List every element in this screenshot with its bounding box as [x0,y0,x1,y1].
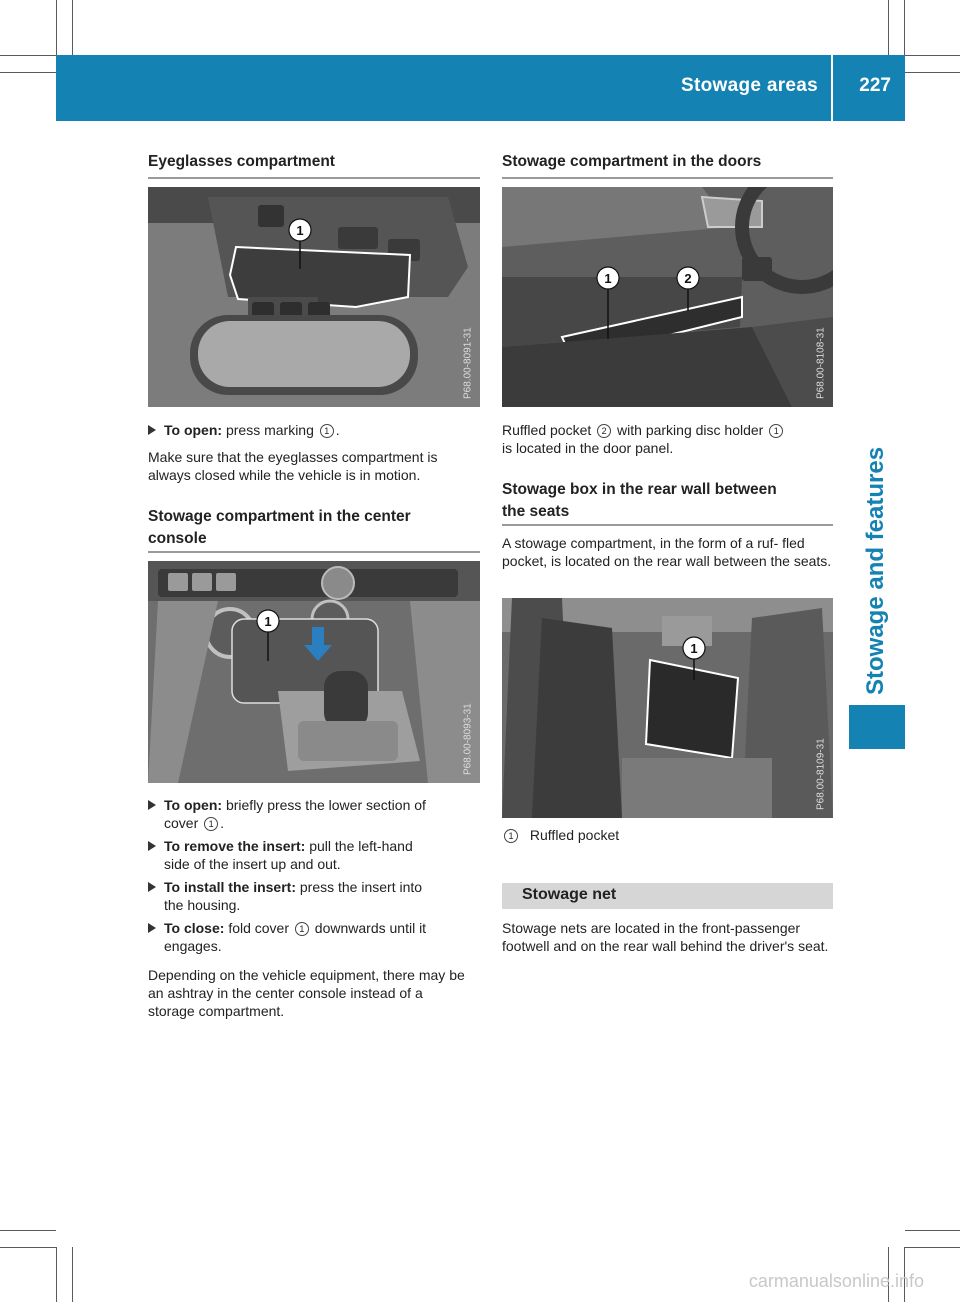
marker-1: 1 [769,424,783,438]
figure-doors [502,187,833,407]
step-open-console [148,796,494,832]
crop-mark [0,1230,56,1231]
crop-mark [56,1247,57,1302]
figure-code: P68.00-8091-31 [463,327,474,399]
crop-mark [0,1247,56,1248]
crop-mark [905,1230,960,1231]
callout-2-label: 2 [684,271,692,286]
para-doors [502,421,833,457]
para-stowage-net: Stowage nets are located in the front-passenger footwell and on the rear wall behind the driver's seat. [502,920,829,954]
figure-code: P68.00-8109-31 [816,738,827,810]
heading-center-console [148,506,411,550]
para-text: Ruffled pocket [502,422,592,438]
crop-mark [0,55,56,56]
step-text: engages. [164,938,222,954]
para-rear-wall: A stowage compartment, in the form of a ruf- fled pocket, is located on the rear wall between the seats. [502,535,832,569]
crop-mark [56,0,57,55]
step-text: cover [164,815,199,831]
legend-text: Ruffled pocket [529,827,620,843]
heading-eyeglasses: Eyeglasses compartment [148,153,335,170]
step-tail: . [220,815,225,831]
step-label: To open: [164,422,223,438]
section-tab [846,130,906,695]
header-divider [831,55,833,121]
step-text: fold cover [228,920,290,936]
step-text: press marking [225,422,314,438]
step-label: To install the insert: [164,879,296,895]
para-ashtray: Depending on the vehicle equipment, there may be an ashtray in the center console instead of a storage compartment. [148,967,465,1019]
heading-doors: Stowage compartment in the doors [502,153,762,170]
callout-1-label: 1 [296,223,304,238]
step-text: press the insert into [299,879,423,895]
heading-rule [148,177,480,179]
step-tail: . [335,422,340,438]
step-text: downwards until it [314,920,427,936]
step-close-console [148,919,494,955]
callout-1-label: 1 [264,614,272,629]
subsection-title: Stowage net [522,886,617,903]
step-arrow-icon [148,425,156,435]
step-text: pull the left-hand [309,838,413,854]
para-eyeglasses: Make sure that the eyeglasses compartment is always closed while the vehicle is in motion. [148,449,438,483]
callout-1-label: 1 [604,271,612,286]
legend-ruffled-pocket [502,826,833,844]
step-open-eyeglasses [148,421,494,439]
subsection-bar-stowage-net [502,883,833,909]
callout-1-label: 1 [690,641,698,656]
step-remove-insert [148,837,494,873]
heading-line: Stowage compartment in the center [148,508,411,525]
section-tab-label: Stowage and features [862,446,889,695]
figure-center-console [148,561,480,783]
heading-rule [148,551,480,553]
header-title: Stowage areas [681,75,818,96]
marker-2: 2 [597,424,611,438]
heading-line: console [148,530,207,547]
step-text: briefly press the lower section of [225,797,426,813]
heading-line: the seats [502,503,570,520]
figure-rear-wall [502,598,833,818]
figure-code: P68.00-8093-31 [463,703,474,775]
step-label: To open: [164,797,223,813]
marker-1: 1 [320,424,334,438]
step-label: To remove the insert: [164,838,306,854]
para-text: is located in the door panel. [502,440,674,456]
heading-rule [502,524,833,526]
crop-mark [904,0,905,55]
crop-mark [72,0,73,55]
heading-line: Stowage box in the rear wall between [502,481,777,498]
crop-mark [0,72,56,73]
marker-1: 1 [504,829,518,843]
crop-mark [905,72,960,73]
step-arrow-icon [148,800,156,810]
heading-rear-wall [502,479,777,523]
crop-mark [905,1247,960,1248]
page-number: 227 [859,75,891,96]
figure-eyeglasses [148,187,480,407]
crop-mark [905,55,960,56]
watermark: carmanualsonline.info [748,1271,924,1291]
heading-rule [502,177,833,179]
marker-1: 1 [204,817,218,831]
crop-mark [888,0,889,55]
step-arrow-icon [148,882,156,892]
crop-mark [72,1247,73,1302]
page-header [56,55,905,121]
step-text: the housing. [164,897,241,913]
section-tab-marker [849,705,905,749]
figure-code: P68.00-8108-31 [816,327,827,399]
step-text: side of the insert up and out. [164,856,341,872]
marker-1: 1 [295,922,309,936]
para-text: with parking disc holder [617,422,764,438]
step-arrow-icon [148,841,156,851]
step-arrow-icon [148,923,156,933]
step-install-insert [148,878,494,914]
step-label: To close: [164,920,225,936]
